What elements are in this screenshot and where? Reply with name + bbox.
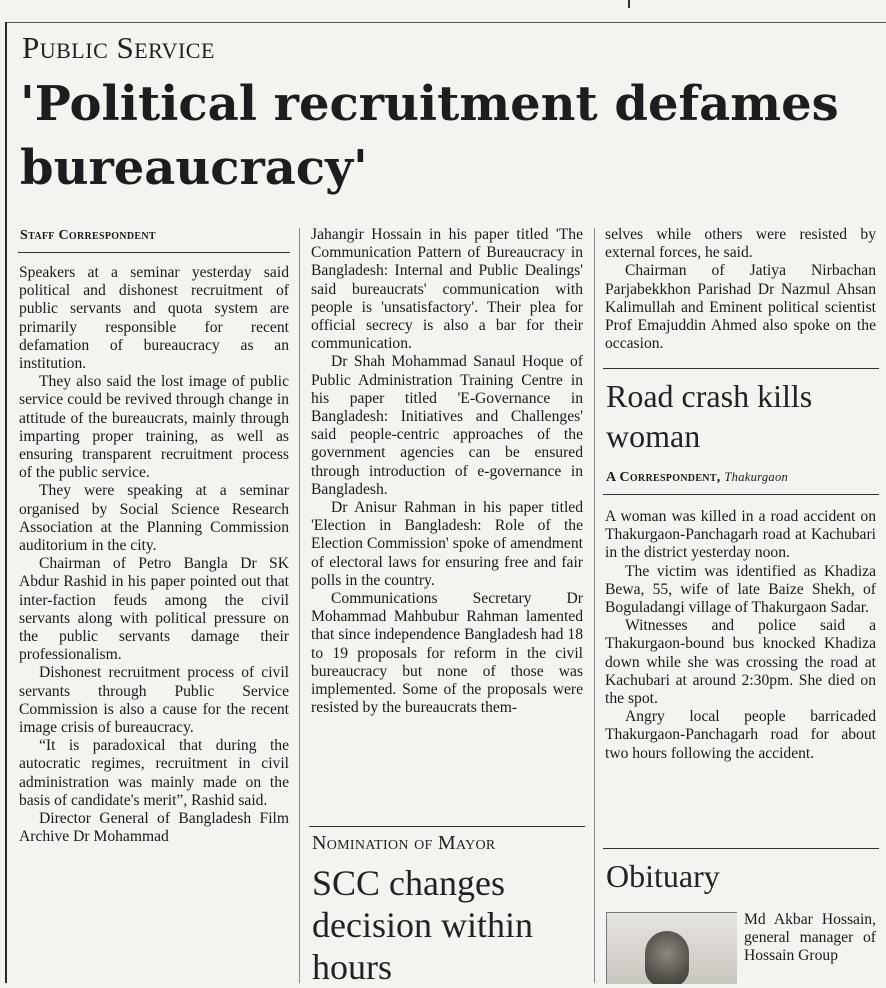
scc-headline: SCC changes decision within hours xyxy=(312,863,533,987)
road-crash-top-rule xyxy=(603,368,879,369)
road-crash-body xyxy=(605,508,876,763)
paragraph: They also said the lost image of public service could be revived through change in attitude of the bureaucrats, mainly through imparting proper training, as well as ensuring transparent recruitment process of the public service. xyxy=(19,373,289,482)
paragraph: Chairman of Jatiya Nirbachan Parjabekkhon Parishad Dr Nazmul Ahsan Kalimullah and Eminent political scientist Prof Emajuddin Ahmed also spoke on the occasion. xyxy=(605,262,876,353)
main-byline: Staff Correspondent xyxy=(20,228,156,243)
road-crash-byline-rule xyxy=(603,494,879,495)
section-kicker: Public Service xyxy=(22,30,215,65)
frame-left-rule xyxy=(5,22,7,983)
paragraph: Speakers at a seminar yesterday said political and dishonest recruitment of public servants and quota system are primarily responsible for recent defamation of bureaucracy as an institution. xyxy=(19,264,289,373)
scc-top-rule xyxy=(309,826,585,827)
portrait-silhouette xyxy=(645,931,689,984)
paragraph: Chairman of Petro Bangla Dr SK Abdur Rashid in his paper pointed out that inter-faction feuds among the civil servants along with political pressure on the public servants damage their professionalism. xyxy=(19,555,289,664)
road-crash-byline-place: Thakurgaon xyxy=(724,470,789,484)
obituary-photo xyxy=(606,912,737,984)
byline-rule xyxy=(18,252,290,253)
paragraph: Angry local people barricaded Thakurgaon-Panchagarh road for about two hours following the accident. xyxy=(605,708,876,762)
paragraph: Dr Shah Mohammad Sanaul Hoque of Public Administration Training Centre in his paper titled 'E-Governance in Bangladesh: Initiatives and Challenges' said people-centric approaches of the government agencies can be ensured through introduction of e-governance in Bangladesh. xyxy=(311,353,583,498)
paragraph: Communications Secretary Dr Mohammad Mahbubur Rahman lamented that since independence Bangladesh had 18 to 19 proposals for reform in the civil bureaucracy but none of those was implemented. Some of the proposals were resisted by the bureaucrats them- xyxy=(311,590,583,717)
road-crash-byline xyxy=(606,470,788,486)
frame-top-rule xyxy=(5,22,886,23)
obituary-top-rule xyxy=(603,848,879,849)
road-crash-byline-name: A Correspondent, xyxy=(606,470,721,485)
article-column-2 xyxy=(311,226,583,717)
paragraph: Director General of Bangladesh Film Archive Dr Mohammad xyxy=(19,810,289,846)
article-column-1 xyxy=(19,264,289,847)
obituary-headline: Obituary xyxy=(606,858,720,894)
paragraph: Jahangir Hossain in his paper titled 'The Communication Pattern of Bureaucracy in Bangladesh: Internal and Public Dealings' said bureaucrats' communication with people is 'unsatisfactory'. Their plea for official secrecy is also a bar for their communication. xyxy=(311,226,583,353)
paragraph: “It is paradoxical that during the autocratic regimes, recruitment in civil administration was mainly made on the basis of candidate's merit”, Rashid said. xyxy=(19,737,289,809)
paragraph: They were speaking at a seminar organised by Social Science Research Association at the Planning Commission auditorium in the city. xyxy=(19,482,289,555)
paragraph: Dishonest recruitment process of civil servants through Public Service Commission is also a cause for the recent image crisis of bureaucracy. xyxy=(19,664,289,737)
paragraph: Dr Anisur Rahman in his paper titled 'Election in Bangladesh: Role of the Election Commission' spoke of amendment of electoral laws for ensuring free and fair polls in the country. xyxy=(311,499,583,589)
main-headline: 'Political recruitment defames bureaucracy' xyxy=(20,76,839,196)
paragraph: The victim was identified as Khadiza Bewa, 55, wife of late Baize Shekh, of Boguladangi village of Thakurgaon Sadar. xyxy=(605,562,876,617)
article-column-3 xyxy=(605,226,876,353)
obituary-text: Md Akbar Hossain, general manager of Hossain Group xyxy=(744,911,876,965)
paragraph: A woman was killed in a road accident on Thakurgaon-Panchagarh road at Kachubari in the district yesterday noon. xyxy=(605,508,876,562)
road-crash-headline: Road crash kills woman xyxy=(606,378,813,454)
scc-kicker: Nomination of Mayor xyxy=(312,832,496,854)
paragraph: selves while others were resisted by external forces, he said. xyxy=(605,226,876,262)
column-divider-2 xyxy=(594,228,595,983)
paragraph: Witnesses and police said a Thakurgaon-bound bus knocked Khadiza down while she was crossing the road at Kachubari at around 2:30pm. She died on the spot. xyxy=(605,617,876,708)
crop-mark xyxy=(628,0,630,8)
column-divider-1 xyxy=(299,228,300,983)
